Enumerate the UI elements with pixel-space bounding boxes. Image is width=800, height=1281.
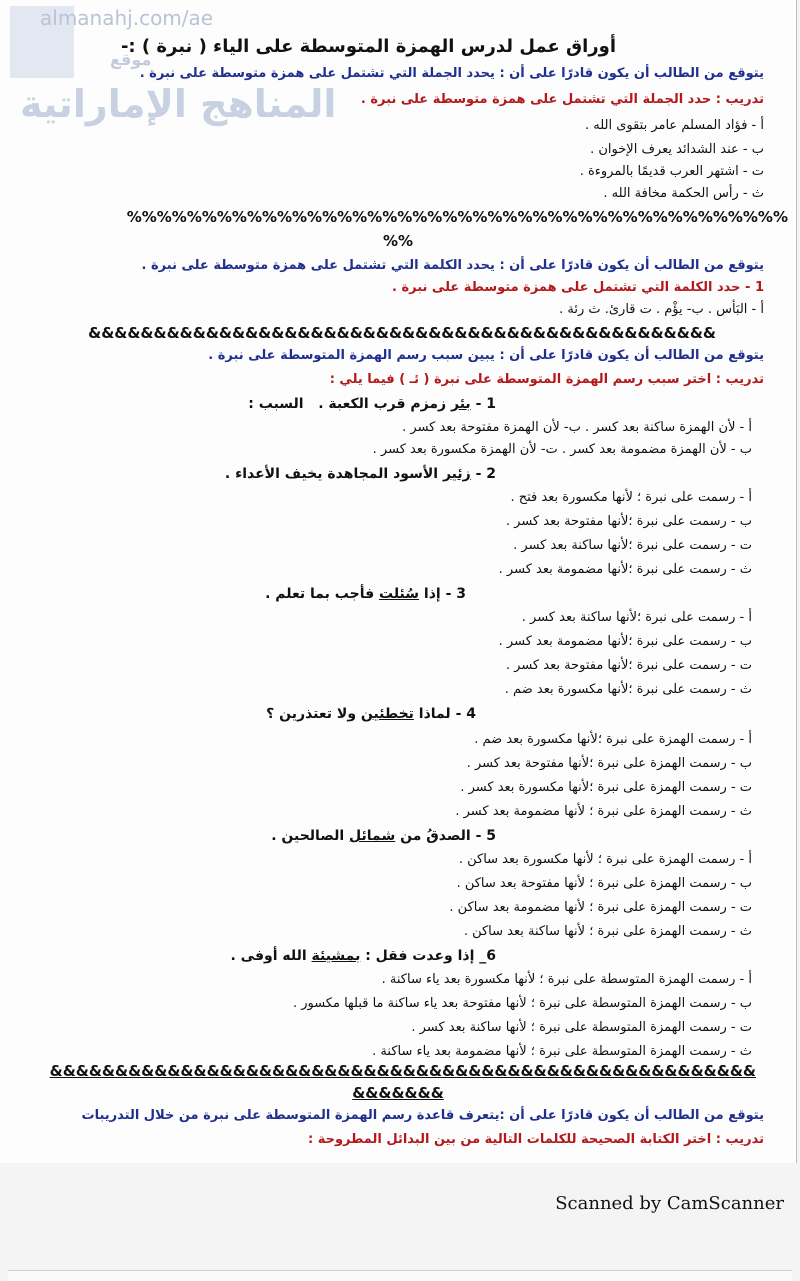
question-4 bbox=[10, 706, 476, 722]
q4-option-t: ت - رسمت الهمزة على نبرة ؛لأنها مكسورة بعد كسر . bbox=[460, 780, 752, 795]
objective-2: يتوقع من الطالب أن يكون قادرًا على أن : يحدد الكلمة التي تشتمل على همزة متوسطة على نبرة . bbox=[141, 258, 764, 273]
question-3-number: 3 - bbox=[445, 586, 466, 602]
page-title: أوراق عمل لدرس الهمزة المتوسطة على الياء ( نبرة ) :- bbox=[120, 36, 616, 57]
exercise-1: تدريب : حدد الجملة التي تشتمل على همزة متوسطة على نبرة . bbox=[360, 92, 764, 107]
watermark-mark: موقع bbox=[110, 50, 152, 69]
watermark-url: almanahj.com/ae bbox=[40, 6, 214, 30]
exercise-3: تدريب : اختر سبب رسم الهمزة المتوسطة على نبرة ( ئـ ) فيما يلي : bbox=[329, 372, 764, 387]
q1-option-2: ب - لأن الهمزة مضمومة بعد كسر . ت- لأن الهمزة مكسورة بعد كسر . bbox=[372, 442, 752, 457]
objective-4: يتوقع من الطالب أن يكون قادرًا على أن :يتعرف قاعدة رسم الهمزة المتوسطة على نبرة من خلال التدريبات bbox=[81, 1108, 764, 1123]
question-5-post: الصالحين . bbox=[271, 828, 350, 844]
q3-option-a: أ - رسمت على نبرة ؛لأنها ساكنة بعد كسر . bbox=[521, 610, 752, 625]
ampersand-divider-2-tail: &&&&&&& bbox=[352, 1084, 444, 1102]
question-6-pre: إذا وعدت فقل : bbox=[360, 948, 475, 964]
q2-option-b: ب - رسمت على نبرة ؛لأنها مفتوحة بعد كسر . bbox=[505, 514, 752, 529]
ampersand-divider-1: &&&&&&&&&&&&&&&&&&&&&&&&&&&&&&&&&&&&&&&&&&&&&&&& bbox=[88, 324, 716, 342]
q6-option-b: ب - رسمت الهمزة المتوسطة على نبرة ؛ لأنها مفتوحة بعد ياء ساكنة ما قبلها مكسور . bbox=[292, 996, 752, 1011]
question-2 bbox=[10, 466, 496, 482]
q4-option-th: ث - رسمت الهمزة على نبرة ؛ لأنها مضمومة بعد كسر . bbox=[455, 804, 752, 819]
exercise-4: تدريب : اختر الكتابة الصحيحة للكلمات التالية من بين البدائل المطروحة : bbox=[307, 1132, 764, 1147]
section1-option-a: أ - فؤاد المسلم عامر بتقوى الله . bbox=[584, 118, 764, 133]
question-3-word: سُئلت bbox=[379, 586, 420, 602]
q5-option-a: أ - رسمت الهمزة على نبرة ؛ لأنها مكسورة بعد ساكن . bbox=[458, 852, 752, 867]
question-1-reason-label: السبب : bbox=[248, 396, 304, 412]
question-4-number: 4 - bbox=[455, 706, 476, 722]
q4-option-b: ب - رسمت الهمزة على نبرة ؛لأنها مفتوحة بعد كسر . bbox=[466, 756, 752, 771]
section2-options: أ - البَأس . ب- يؤْم . ت قارئ. ث رئة . bbox=[559, 302, 764, 317]
q5-option-t: ت - رسمت الهمزة على نبرة ؛ لأنها مضمومة بعد ساكن . bbox=[449, 900, 752, 915]
q6-option-th: ث - رسمت الهمزة المتوسطة على نبرة ؛ لأنها مضمومة بعد ياء ساكنة . bbox=[372, 1044, 752, 1059]
question-6-number: 6_ bbox=[479, 948, 496, 964]
q5-option-th: ث - رسمت الهمزة على نبرة ؛ لأنها ساكنة بعد ساكن . bbox=[463, 924, 752, 939]
question-6 bbox=[10, 948, 496, 964]
percent-divider-tail: %% bbox=[382, 232, 414, 250]
question-4-pre: لماذا bbox=[413, 706, 451, 722]
q6-option-a: أ - رسمت الهمزة المتوسطة على نبرة ؛ لأنها مكسورة بعد ياء ساكنة . bbox=[381, 972, 752, 987]
section1-option-b: ب - عند الشدائد يعرف الإخوان . bbox=[590, 142, 764, 157]
watermark-brand: المناهج الإماراتية bbox=[20, 82, 337, 126]
question-5-pre: الصدقُ من bbox=[395, 828, 471, 844]
q2-option-th: ث - رسمت على نبرة ؛لأنها مضمومة بعد كسر . bbox=[498, 562, 752, 577]
q3-option-th: ث - رسمت على نبرة ؛لأنها مكسورة بعد ضم . bbox=[504, 682, 752, 697]
q2-option-a: أ - رسمت على نبرة ؛ لأنها مكسورة بعد فتح . bbox=[510, 490, 752, 505]
question-5-word: شمائل bbox=[349, 828, 396, 844]
question-2-post: الأسود المجاهدة يخيف الأعداء . bbox=[224, 466, 443, 482]
q6-option-t: ت - رسمت الهمزة المتوسطة على نبرة ؛ لأنها ساكنة بعد كسر . bbox=[411, 1020, 752, 1035]
percent-divider: %%%%%%%%%%%%%%%%%%%%%%%%%%%%%%%%%%%%%%%%%%%% bbox=[126, 208, 788, 226]
question-1 bbox=[10, 396, 496, 412]
question-3-pre: إذا bbox=[419, 586, 441, 602]
q4-option-a: أ - رسمت الهمزة على نبرة ؛لأنها مكسورة بعد ضم . bbox=[474, 732, 752, 747]
question-3 bbox=[10, 586, 466, 602]
page-footer bbox=[0, 1163, 800, 1280]
next-page-edge bbox=[8, 1270, 792, 1281]
question-5 bbox=[10, 828, 496, 844]
q3-option-b: ب - رسمت على نبرة ؛لأنها مضمومة بعد كسر . bbox=[498, 634, 752, 649]
scanner-credit: Scanned by CamScanner bbox=[555, 1193, 784, 1214]
question-2-word: زئير bbox=[442, 466, 471, 482]
question-4-post: ولا تعتذرين ؟ bbox=[266, 706, 361, 722]
question-5-number: 5 - bbox=[475, 828, 496, 844]
question-3-post: فأجب بما تعلم . bbox=[265, 586, 379, 602]
question-4-word: تخطئين bbox=[360, 706, 414, 722]
question-1-number: 1 - bbox=[475, 396, 496, 412]
q5-option-b: ب - رسمت الهمزة على نبرة ؛ لأنها مفتوحة بعد ساكن . bbox=[456, 876, 752, 891]
ampersand-divider-2: &&&&&&&&&&&&&&&&&&&&&&&&&&&&&&&&&&&&&&&&&&&&&&&&&&&&&& bbox=[49, 1062, 756, 1080]
section1-option-th: ث - رأس الحكمة مخافة الله . bbox=[603, 186, 764, 201]
question-2-number: 2 - bbox=[475, 466, 496, 482]
question-1-post: زمزم قرب الكعبة . bbox=[318, 396, 451, 412]
objective-1: يتوقع من الطالب أن يكون قادرًا على أن : يحدد الجملة التي تشتمل على همزة متوسطة على نبرة . bbox=[139, 66, 764, 81]
question-6-post: الله أوفى . bbox=[230, 948, 312, 964]
q1-option-1: أ - لأن الهمزة ساكنة بعد كسر . ب- لأن الهمزة مفتوحة بعد كسر . bbox=[402, 420, 752, 435]
section1-option-t: ت - اشتهر العرب قديمًا بالمروءة . bbox=[579, 164, 764, 179]
question-6-word: بمشيئة bbox=[311, 948, 361, 964]
q3-option-t: ت - رسمت على نبرة ؛لأنها مفتوحة بعد كسر . bbox=[505, 658, 752, 673]
exercise-2: 1 - حدد الكلمة التي تشتمل على همزة متوسطة على نبرة . bbox=[391, 280, 764, 295]
q2-option-t: ت - رسمت على نبرة ؛لأنها ساكنة بعد كسر . bbox=[513, 538, 752, 553]
objective-3: يتوقع من الطالب أن يكون قادرًا على أن : يبين سبب رسم الهمزة المتوسطة على نبرة . bbox=[208, 348, 764, 363]
question-1-word: بئر bbox=[451, 396, 471, 412]
